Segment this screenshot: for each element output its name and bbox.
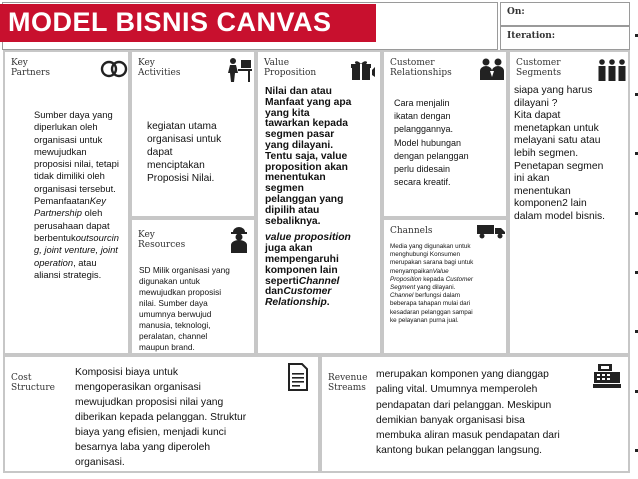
channels-title: Channels xyxy=(390,226,433,236)
key-partners-title: Key Partners xyxy=(11,58,50,78)
customer-relationships-text: Cara menjalin ikatan dengan pelanggannya. Model hubungan dengan pelanggan perlu didesain secara kreatif. xyxy=(394,98,469,188)
value-proposition-title: Value Proposition xyxy=(264,58,317,78)
key-partners-block xyxy=(3,50,130,355)
iteration-label: Iteration: xyxy=(507,31,556,41)
on-label: On: xyxy=(507,7,525,17)
desk-worker-icon xyxy=(224,56,254,84)
channels-block xyxy=(382,218,508,355)
revenue-streams-text: merupakan komponen yang dianggap paling vital. Umumnya memperoleh pendapatan dari pelanggan. Meskipun demikian banyak organisasi bisa membuka aliran masuk pendapatan dari kantong bukan pelanggan langsung. xyxy=(376,369,560,457)
key-activities-text: kegiatan utama organisasi untuk dapat menciptakan Proposisi Nilai. xyxy=(147,121,222,184)
people-icon xyxy=(478,57,506,81)
key-resources-title: Key Resources xyxy=(138,230,186,250)
truck-icon xyxy=(476,223,506,239)
value-proposition-text: Nilai dan atau Manfaat yang apa yang kita tawarkan kepada segmen pasar yang dilayani. Tentu saja, value proposition akan menentukan segmen pelanggan yang dipilih atau sebaliknya. value proposition juga akan mempengaruhi komponen lain sepertiChannel danCustomer Relationship. xyxy=(265,86,352,309)
key-activities-block xyxy=(130,50,256,218)
cost-structure-text: Komposisi biaya untuk mengoperasikan organisasi mewujudkan proposisi nilai yang diberikan kepada pelanggan. Struktur biaya yang efisien, menjadi kunci besarnya laba yang diperoleh organisasi. xyxy=(75,367,247,468)
cost-structure-title: Cost Structure xyxy=(11,373,55,393)
channels-text: Media yang digunakan untuk menghubungi Konsumen merupakan sarana bagi untuk menyampaikanValue Proposition kepada Customer Segment yang dilayani. Channel berfungsi dalam beberapa tahapan mulai dari kesadaran pelanggan sampai ke pelayanan purna jual. xyxy=(390,243,474,324)
header-iteration-box xyxy=(500,26,630,50)
key-partners-text: Sumber daya yang diperlukan oleh organisasi untuk mewujudkan proposisi nilai, tetapi tidak dimiliki oleh organisasi tersebut. PemanfaatanKey Partnership oleh perusahaan dapat berbentukoutsourcin g, joint venture, joint operation, atau aliansi strategis. xyxy=(34,109,119,280)
key-activities-title: Key Activities xyxy=(138,58,181,78)
customer-segments-text: siapa yang harus dilayani ? Kita dapat menetapkan untuk melayani satu atau lebih segmen. Penetapan segmen ini akan menentukan komponen2 lain dalam model bisnis. xyxy=(514,85,605,222)
key-resources-text: SD Milik organisasi yang digunakan untuk mewujudkan proposisi nilai. Sumber daya umumnya berwujud manusia, teknologi, peralatan, channel maupun brand. xyxy=(139,265,230,352)
customer-relationships-block xyxy=(382,50,508,218)
gift-icon xyxy=(348,58,378,82)
page-title: MODEL BISNIS CANVAS xyxy=(0,4,376,42)
worker-icon xyxy=(226,226,252,254)
rings-icon xyxy=(99,58,129,78)
value-proposition-block xyxy=(256,50,382,355)
customer-relationships-title: Customer Relationships xyxy=(390,58,452,78)
customer-segments-block xyxy=(508,50,630,355)
revenue-streams-block xyxy=(320,355,630,473)
revenue-streams-title: Revenue Streams xyxy=(328,373,368,393)
cost-structure-block xyxy=(3,355,320,473)
customer-segments-title: Customer Segments xyxy=(516,58,562,78)
key-resources-block xyxy=(130,218,256,355)
group-icon xyxy=(596,58,628,82)
header-on-box xyxy=(500,2,630,26)
